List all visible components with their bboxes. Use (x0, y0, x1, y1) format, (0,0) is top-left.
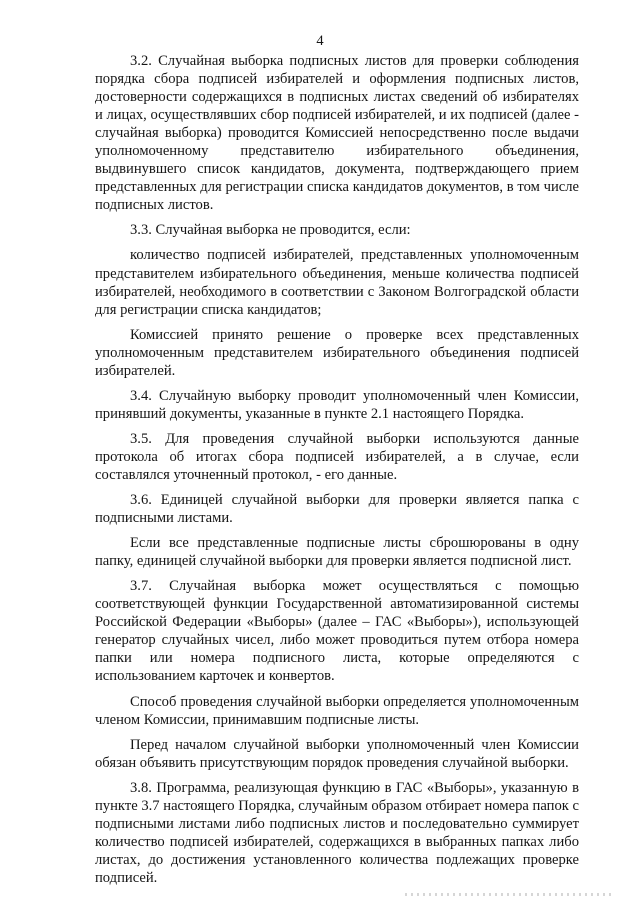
paragraph-3-3-condition-2: Комиссией принято решение о проверке всех представленных уполномоченным представителем избирательного объединения подписей избирателей. (95, 326, 579, 379)
paragraph-3-2: 3.2. Случайная выборка подписных листов для проверки соблюдения порядка сбора подписей избирателей и оформления подписных листов, достоверности содержащихся в подписных листах сведений об избирателях и лицах, осуществлявших сбор подписей избирателей, и их подписей (далее - случайная выборка) проводится Комиссией непосредственно после выдачи уполномоченному представителю избирательного объединения, выдвинувшего список кандидатов, документа, подтверждающего прием представленных для регистрации списка кандидатов документов, в том числе подписных листов. (95, 53, 579, 214)
paragraph-3-7: 3.7. Случайная выборка может осуществляться с помощью соответствующей функции Государственной автоматизированной системы Российской Федерации «Выборы» (далее – ГАС «Выборы»), использующей генератор случайных чисел, либо может проводиться путем отбора номера папки или номера подписного листа, которые определяются с использованием карточек и конвертов. (95, 578, 579, 685)
paragraph-3-8: 3.8. Программа, реализующая функцию в ГАС «Выборы», указанную в пункте 3.7 настоящего Порядка, случайным образом отбирает номера папок с подписными листами либо подписных листов и последовательно суммирует количество подписей избирателей, содержащихся в выбранных папках либо листах, до достижения установленного количества подлежащих проверке подписей. (95, 779, 579, 886)
page-number: 4 (316, 33, 324, 49)
document-body (95, 52, 579, 894)
scan-artifact (405, 893, 615, 896)
paragraph-3-3: 3.3. Случайная выборка не проводится, если: (130, 222, 411, 239)
paragraph-3-7-announcement: Перед началом случайной выборки уполномоченный член Комиссии обязан объявить присутствующим порядок проведения случайной выборки. (95, 736, 579, 771)
paragraph-3-6: 3.6. Единицей случайной выборки для проверки является папка с подписными листами. (95, 492, 579, 527)
paragraph-3-6-note: Если все представленные подписные листы сброшюрованы в одну папку, единицей случайной выборки для проверки является подписной лист. (95, 535, 579, 570)
paragraph-3-4: 3.4. Случайную выборку проводит уполномоченный член Комиссии, принявший документы, указанные в пункте 2.1 настоящего Порядка. (95, 387, 579, 422)
paragraph-3-7-method: Способ проведения случайной выборки определяется уполномоченным членом Комиссии, принимавшим подписные листы. (95, 693, 579, 728)
paragraph-3-5: 3.5. Для проведения случайной выборки используются данные протокола об итогах сбора подписей избирателей, а в случае, если составлялся уточненный протокол, - его данные. (95, 430, 579, 483)
paragraph-3-3-condition-1: количество подписей избирателей, представленных уполномоченным представителем избирательного объединения, меньше количества подписей избирателей, необходимого в соответствии с Законом Волгоградской области для регистрации списка кандидатов; (95, 247, 579, 318)
